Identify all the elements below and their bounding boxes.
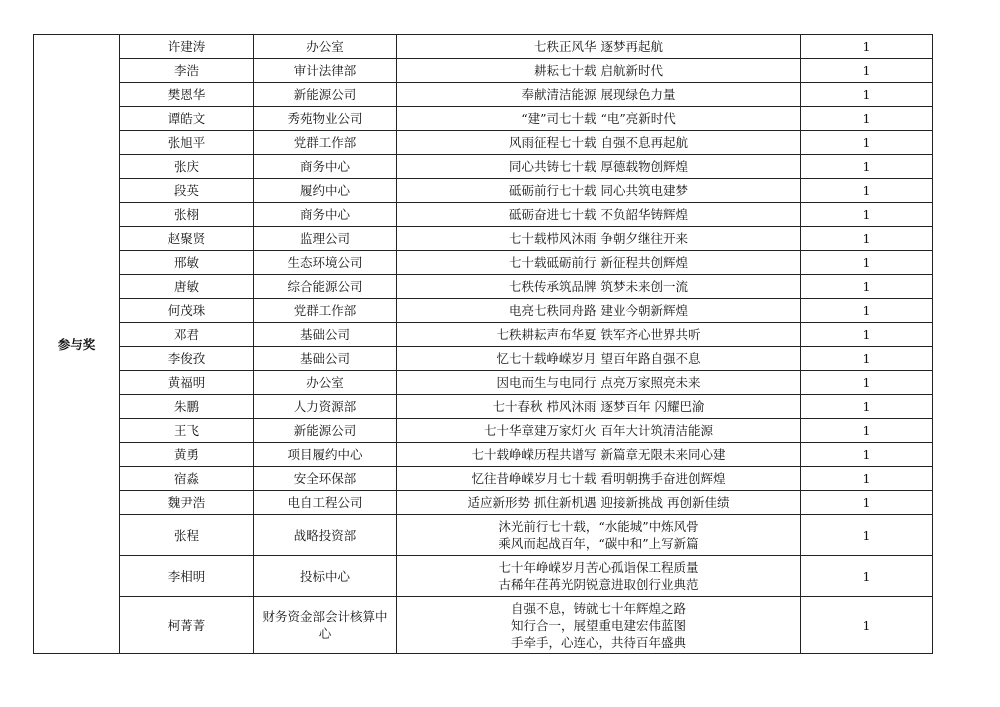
entry-title-line: 知行合一，展望重电建宏伟蓝图	[510, 617, 686, 633]
winner-name-cell: 张栩	[120, 203, 254, 227]
entry-title-line: 奉献清洁能源 展现绿色力量	[521, 87, 676, 102]
winner-name-cell: 宿淼	[120, 467, 254, 491]
table-row	[34, 155, 933, 179]
entry-title-cell	[397, 299, 801, 323]
table-row	[34, 395, 933, 419]
winner-name-cell: 黄福明	[120, 371, 254, 395]
entry-title-cell	[397, 83, 801, 107]
table-row	[34, 83, 933, 107]
table-row	[34, 515, 933, 556]
entry-title-cell	[397, 251, 801, 275]
entry-title-line: 乘风而起战百年，“碳中和”上写新篇	[498, 536, 699, 551]
entry-title-line: 风雨征程七十载 自强不息再起航	[509, 135, 688, 150]
winner-name-cell: 邓君	[120, 323, 254, 347]
count-cell: 1	[801, 467, 933, 491]
count-cell: 1	[801, 179, 933, 203]
department-cell: 审计法律部	[254, 59, 397, 83]
department-cell: 新能源公司	[254, 419, 397, 443]
department-cell: 秀苑物业公司	[254, 107, 397, 131]
entry-title-cell	[397, 515, 801, 556]
entry-title-line: 手牵手，心连心，共待百年盛典	[510, 634, 686, 650]
table-row	[34, 59, 933, 83]
table-row	[34, 371, 933, 395]
count-cell: 1	[801, 275, 933, 299]
entry-title-cell	[397, 419, 801, 443]
winner-name-cell: 何茂珠	[120, 299, 254, 323]
entry-title-line: 七十载栉风沐雨 争朝夕继往开来	[509, 231, 688, 246]
winner-name-cell: 李相明	[120, 556, 254, 597]
department-cell: 基础公司	[254, 347, 397, 371]
entry-title-line: 古稀年荏苒光阴锐意进取创行业典范	[498, 577, 699, 592]
department-cell: 基础公司	[254, 323, 397, 347]
winner-name-cell: 唐敏	[120, 275, 254, 299]
department-cell: 党群工作部	[254, 299, 397, 323]
winner-name-cell: 黄勇	[120, 443, 254, 467]
count-cell: 1	[801, 347, 933, 371]
department-cell: 投标中心	[254, 556, 397, 597]
entry-title-line: “建”司七十载 “电”亮新时代	[521, 111, 676, 126]
department-cell: 办公室	[254, 35, 397, 59]
entry-title-cell	[397, 179, 801, 203]
winner-name-cell: 朱鹏	[120, 395, 254, 419]
entry-title-line: 耕耘七十载 启航新时代	[534, 63, 663, 78]
count-cell: 1	[801, 597, 933, 654]
count-cell: 1	[801, 395, 933, 419]
entry-title-line: 七十年峥嵘岁月苦心孤诣保工程质量	[498, 560, 699, 575]
entry-title-line: 因电而生与电同行 点亮万家照亮未来	[496, 375, 701, 390]
table-row	[34, 35, 933, 59]
entry-title-cell	[397, 35, 801, 59]
department-cell: 新能源公司	[254, 83, 397, 107]
table-row	[34, 467, 933, 491]
table-row	[34, 227, 933, 251]
department-cell: 战略投资部	[254, 515, 397, 556]
department-cell: 监理公司	[254, 227, 397, 251]
winner-name-cell: 谭皓文	[120, 107, 254, 131]
count-cell: 1	[801, 131, 933, 155]
entry-title-cell	[397, 131, 801, 155]
count-cell: 1	[801, 371, 933, 395]
award-category-cell: 参与奖	[34, 35, 120, 654]
table-row	[34, 556, 933, 597]
entry-title-line: 电亮七秩同舟路 建业今朝新辉煌	[509, 303, 688, 318]
table-row	[34, 131, 933, 155]
entry-title-cell	[397, 107, 801, 131]
table-row	[34, 597, 933, 654]
department-cell: 财务资金部会计核算中心	[254, 597, 397, 654]
entry-title-line: 沐光前行七十载，“水能城”中炼风骨	[498, 519, 699, 534]
department-cell: 商务中心	[254, 203, 397, 227]
count-cell: 1	[801, 299, 933, 323]
count-cell: 1	[801, 83, 933, 107]
winner-name-cell: 赵聚贤	[120, 227, 254, 251]
awards-table-body	[34, 35, 933, 654]
entry-title-cell	[397, 59, 801, 83]
department-cell: 电自工程公司	[254, 491, 397, 515]
entry-title-cell	[397, 467, 801, 491]
entry-title-cell	[397, 347, 801, 371]
entry-title-cell	[397, 155, 801, 179]
winner-name-cell: 段英	[120, 179, 254, 203]
entry-title-line: 七秩正风华 逐梦再起航	[534, 39, 663, 54]
winner-name-cell: 樊恩华	[120, 83, 254, 107]
entry-title-cell	[397, 395, 801, 419]
entry-title-cell	[397, 203, 801, 227]
count-cell: 1	[801, 491, 933, 515]
awards-table	[33, 34, 933, 654]
entry-title-cell	[397, 275, 801, 299]
winner-name-cell: 许建涛	[120, 35, 254, 59]
table-row	[34, 107, 933, 131]
entry-title-cell	[397, 556, 801, 597]
table-row	[34, 179, 933, 203]
winner-name-cell: 王飞	[120, 419, 254, 443]
winner-name-cell: 张庆	[120, 155, 254, 179]
count-cell: 1	[801, 155, 933, 179]
count-cell: 1	[801, 227, 933, 251]
entry-title-line: 七秩传承筑品牌 筑梦未来创一流	[509, 279, 688, 294]
entry-title-cell	[397, 597, 801, 654]
count-cell: 1	[801, 556, 933, 597]
table-row	[34, 347, 933, 371]
count-cell: 1	[801, 323, 933, 347]
winner-name-cell: 李浩	[120, 59, 254, 83]
entry-title-line: 七十载峥嵘历程共谱写 新篇章无限未来同心建	[471, 447, 726, 462]
count-cell: 1	[801, 107, 933, 131]
entry-title-cell	[397, 323, 801, 347]
department-cell: 生态环境公司	[254, 251, 397, 275]
department-cell: 党群工作部	[254, 131, 397, 155]
entry-title-line: 砥砺奋进七十载 不负韶华铸辉煌	[509, 207, 688, 222]
entry-title-cell	[397, 491, 801, 515]
department-cell: 人力资源部	[254, 395, 397, 419]
department-cell: 办公室	[254, 371, 397, 395]
entry-title-cell	[397, 371, 801, 395]
department-cell: 商务中心	[254, 155, 397, 179]
entry-title-line: 适应新形势 抓住新机遇 迎接新挑战 再创新佳绩	[467, 495, 730, 510]
winner-name-cell: 张旭平	[120, 131, 254, 155]
count-cell: 1	[801, 35, 933, 59]
count-cell: 1	[801, 419, 933, 443]
table-row	[34, 491, 933, 515]
count-cell: 1	[801, 203, 933, 227]
entry-title-cell	[397, 227, 801, 251]
winner-name-cell: 李俊孜	[120, 347, 254, 371]
entry-title-line: 砥砺前行七十载 同心共筑电建梦	[509, 183, 688, 198]
winner-name-cell: 柯菁菁	[120, 597, 254, 654]
winner-name-cell: 邢敏	[120, 251, 254, 275]
entry-title-line: 七十春秋 栉风沐雨 逐梦百年 闪耀巴渝	[492, 399, 705, 414]
department-cell: 安全环保部	[254, 467, 397, 491]
department-cell: 履约中心	[254, 179, 397, 203]
table-row	[34, 203, 933, 227]
department-cell: 综合能源公司	[254, 275, 397, 299]
entry-title-line: 七十载砥砺前行 新征程共创辉煌	[509, 255, 688, 270]
table-row	[34, 419, 933, 443]
department-cell: 项目履约中心	[254, 443, 397, 467]
count-cell: 1	[801, 59, 933, 83]
winner-name-cell: 张程	[120, 515, 254, 556]
entry-title-line: 忆往昔峥嵘岁月七十载 看明朝携手奋进创辉煌	[471, 471, 726, 486]
entry-title-line: 自强不息，铸就七十年辉煌之路	[510, 600, 686, 616]
table-row	[34, 275, 933, 299]
table-row	[34, 323, 933, 347]
entry-title-line: 七十华章建万家灯火 百年大计筑清洁能源	[484, 423, 713, 438]
table-row	[34, 299, 933, 323]
winner-name-cell: 魏尹浩	[120, 491, 254, 515]
entry-title-line: 忆七十载峥嵘岁月 望百年路自强不息	[496, 351, 701, 366]
count-cell: 1	[801, 515, 933, 556]
entry-title-line: 七秩耕耘声布华夏 铁军齐心世界共听	[496, 327, 701, 342]
count-cell: 1	[801, 443, 933, 467]
entry-title-line: 同心共铸七十载 厚德载物创辉煌	[509, 159, 688, 174]
table-row	[34, 251, 933, 275]
table-row	[34, 443, 933, 467]
entry-title-cell	[397, 443, 801, 467]
count-cell: 1	[801, 251, 933, 275]
